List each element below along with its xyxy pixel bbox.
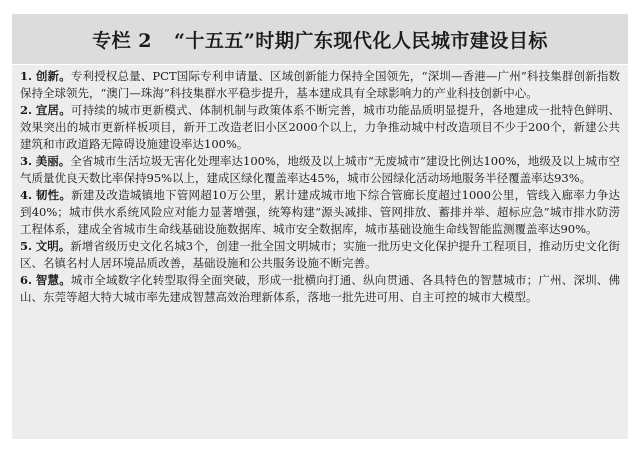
item-text: 新建及改造城镇地下管网超10万公里，累计建成城市地下综合管廊长度超过1000公里，管线入廊率力争达到40%；城市供水系统风险应对能力显著增强，统筹构建“源头减排、管网排放、蓄排并举、超标应急”城市排水防涝工程体系，建成全省城市生命线基础设施数据库、城市安全数据库，城市基础设施生命线智能监测覆盖率达90%。 xyxy=(20,188,621,236)
item-heading: 创新。 xyxy=(35,69,71,83)
goal-item-innovation xyxy=(20,68,620,102)
goal-item-civilization xyxy=(20,238,620,272)
box-title-bar xyxy=(12,14,628,64)
item-number: 1. xyxy=(20,69,33,83)
item-heading: 智慧。 xyxy=(35,273,71,287)
item-heading: 宜居。 xyxy=(35,103,71,117)
item-text: 全省城市生活垃圾无害化处理率达100%，地级及以上城市“无废城市”建设比例达100%，地级及以上城市空气质量优良天数比率保持95%以上，建成区绿化覆盖率达45%，城市公园绿化活动场地服务半径覆盖率达93%。 xyxy=(20,154,621,185)
goal-item-smart xyxy=(20,272,620,306)
goal-item-resilience xyxy=(20,187,620,238)
item-number: 4. xyxy=(20,188,33,202)
item-text: 新增省级历史文化名城3个，创建一批全国文明城市；实施一批历史文化保护提升工程项目，推动历史文化街区、名镇名村人居环境品质改善，基础设施和公共服务设施不断完善。 xyxy=(20,239,621,270)
goal-item-livable xyxy=(20,102,620,153)
box-content xyxy=(12,65,628,439)
item-number: 2. xyxy=(20,103,33,117)
goal-item-beautiful xyxy=(20,153,620,187)
item-number: 6. xyxy=(20,273,33,287)
item-text: 城市全域数字化转型取得全面突破，形成一批横向打通、纵向贯通、各具特色的智慧城市；广州、深圳、佛山、东莞等超大特大城市率先建成智慧高效治理新体系，落地一批先进可用、自主可控的城市大模型。 xyxy=(20,273,620,304)
box-label: 专栏 2 xyxy=(92,29,152,52)
item-text: 可持续的城市更新模式、体制机制与政策体系不断完善，城市功能品质明显提升，各地建成一批特色鲜明、效果突出的城市更新样板项目，新开工改造老旧小区2000个以上，力争推动城中村改造项目不少于200个，新建公共建筑和市政道路无障碍设施建设率达100%。 xyxy=(20,103,620,151)
item-heading: 韧性。 xyxy=(35,188,72,202)
item-text: 专利授权总量、PCT国际专利申请量、区域创新能力保持全国领先，“深圳—香港—广州”科技集群创新指数保持全球领先，“澳门—珠海”科技集群水平稳步提升，基本建成具有全球影响力的产业科技创新中心。 xyxy=(20,69,621,100)
item-heading: 美丽。 xyxy=(35,154,71,168)
item-number: 3. xyxy=(20,154,33,168)
item-heading: 文明。 xyxy=(35,239,71,253)
item-number: 5. xyxy=(20,239,33,253)
box-title: “十五五”时期广东现代化人民城市建设目标 xyxy=(173,29,548,52)
